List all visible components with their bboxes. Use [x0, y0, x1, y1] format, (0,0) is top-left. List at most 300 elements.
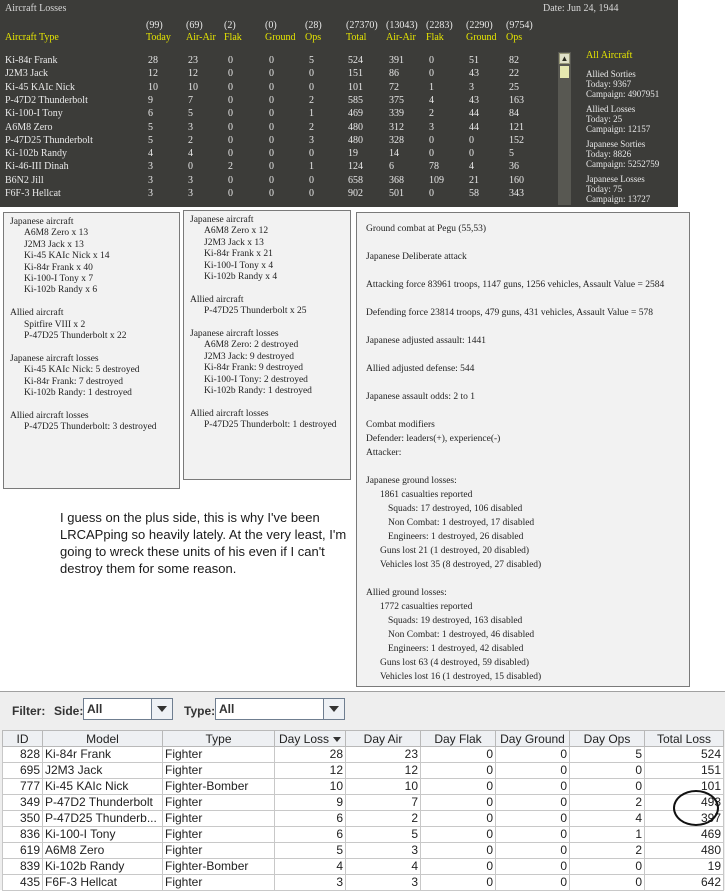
loss-value: 0	[269, 121, 274, 133]
table-cell: 0	[421, 875, 496, 891]
report-line: Attacker:	[366, 448, 402, 458]
table-cell: 0	[496, 843, 570, 859]
report-line: Japanese Deliberate attack	[366, 252, 467, 262]
report-line: Guns lost 21 (1 destroyed, 20 disabled)	[380, 546, 530, 556]
panel-title: Aircraft Losses	[5, 3, 67, 14]
column-header-label: Day Flak	[434, 731, 482, 746]
report-line: Ki-100-I Tony: 2 destroyed	[204, 374, 308, 385]
aircraft-type: Ki-84r Frank	[5, 55, 58, 66]
loss-value: 0	[228, 108, 233, 120]
report-line: Defender: leaders(+), experience(-)	[366, 434, 501, 444]
loss-value: 4	[429, 94, 434, 106]
table-row[interactable]	[3, 827, 724, 843]
table-cell: 397	[645, 811, 724, 827]
sort-desc-icon	[333, 737, 341, 742]
loss-value: 3	[469, 81, 474, 93]
table-row[interactable]	[3, 843, 724, 859]
loss-value: 0	[228, 55, 233, 66]
loss-value: 3	[188, 174, 193, 186]
column-header-label: Day Ground	[500, 731, 565, 746]
column-header[interactable]	[496, 731, 570, 747]
loss-value: 5	[148, 121, 153, 133]
table-cell: 349	[3, 795, 43, 811]
table-cell: 493	[645, 795, 724, 811]
summary-block	[586, 139, 659, 169]
aircraft-loss-row[interactable]	[0, 148, 556, 160]
loss-value: 5	[188, 108, 193, 120]
loss-value: 328	[389, 134, 404, 146]
table-cell: Fighter	[163, 875, 275, 891]
loss-value: 368	[389, 174, 404, 186]
table-cell: 12	[346, 763, 421, 779]
report-line	[366, 460, 689, 474]
aircraft-loss-row[interactable]	[0, 135, 556, 147]
loss-value: 3	[188, 121, 193, 133]
table-cell: 7	[346, 795, 421, 811]
column-header[interactable]	[346, 731, 421, 747]
report-line: J2M3 Jack: 9 destroyed	[204, 351, 294, 362]
loss-value: 1	[309, 161, 314, 173]
report-line	[366, 404, 689, 418]
table-cell: 2	[570, 843, 645, 859]
loss-value: 43	[469, 94, 479, 106]
loss-value: 4	[469, 161, 474, 173]
loss-value: 0	[429, 134, 434, 146]
col-total[interactable]: (27370) Total	[346, 20, 378, 43]
loss-value: 23	[188, 55, 198, 66]
loss-value: 3	[148, 161, 153, 173]
table-cell: 350	[3, 811, 43, 827]
report-line: A6M8 Zero x 13	[24, 228, 89, 239]
chevron-down-icon[interactable]	[151, 699, 172, 719]
table-cell: 0	[421, 843, 496, 859]
table-cell: 5	[570, 747, 645, 763]
report-line: A6M8 Zero x 12	[204, 226, 269, 237]
loss-value: 101	[348, 81, 363, 93]
report-line	[10, 342, 179, 353]
loss-value: 21	[469, 174, 479, 186]
report-line: Squads: 19 destroyed, 163 disabled	[388, 616, 523, 626]
report-line: P-47D25 Thunderbolt: 1 destroyed	[204, 420, 337, 431]
loss-value: 0	[269, 148, 274, 160]
aircraft-type: F6F-3 Hellcat	[5, 188, 61, 199]
loss-value: 2	[228, 161, 233, 173]
column-header-label: ID	[16, 731, 29, 746]
report-line	[366, 376, 689, 390]
col-ground[interactable]: (0) Ground	[265, 20, 296, 43]
report-line: Engineers: 1 destroyed, 26 disabled	[388, 532, 524, 542]
report-line: Allied aircraft losses	[10, 410, 89, 421]
summary-block	[586, 104, 650, 134]
table-cell: Fighter-Bomber	[163, 779, 275, 795]
table-cell: Fighter-Bomber	[163, 859, 275, 875]
column-header[interactable]	[645, 731, 724, 747]
report-line: Attacking force 83961 troops, 1147 guns, 1256 vehicles, Assault Value = 2584	[366, 280, 665, 290]
loss-value: 0	[429, 188, 434, 199]
table-cell: 3	[346, 875, 421, 891]
loss-value: 391	[389, 55, 404, 66]
table-cell: 619	[3, 843, 43, 859]
column-header[interactable]	[163, 731, 275, 747]
table-row[interactable]	[3, 795, 724, 811]
column-header[interactable]	[3, 731, 43, 747]
type-select[interactable]: All	[215, 698, 345, 720]
table-cell: P-47D25 Thunderb...	[43, 811, 163, 827]
aircraft-loss-row[interactable]	[0, 95, 556, 107]
report-line: Ki-84r Frank x 40	[24, 262, 93, 273]
summary-today: Today: 8826	[586, 149, 632, 159]
aircraft-type: P-47D2 Thunderbolt	[5, 94, 88, 106]
aircraft-loss-table-window	[0, 691, 725, 890]
aircraft-type: J2M3 Jack	[5, 68, 49, 80]
loss-value: 0	[309, 81, 314, 93]
table-cell: 10	[275, 779, 346, 795]
aircraft-loss-row[interactable]	[0, 108, 556, 120]
loss-value: 9	[148, 94, 153, 106]
report-line: Ki-102b Randy: 1 destroyed	[24, 388, 132, 399]
report-line: Guns lost 63 (4 destroyed, 59 disabled)	[380, 658, 530, 668]
table-cell: 828	[3, 747, 43, 763]
col-aircraft-type[interactable]: Aircraft Type	[5, 32, 59, 43]
loss-value: 44	[469, 121, 479, 133]
report-line	[366, 572, 689, 586]
loss-value: 480	[348, 121, 363, 133]
aircraft-loss-row[interactable]	[0, 175, 556, 187]
table-cell: 5	[275, 843, 346, 859]
table-cell: 524	[645, 747, 724, 763]
loss-value: 524	[348, 55, 363, 66]
aircraft-type: Ki-102b Randy	[5, 148, 67, 160]
table-cell: 0	[421, 747, 496, 763]
column-header-label: Total Loss	[656, 731, 712, 746]
summary-title: Allied Losses	[586, 104, 636, 114]
table-cell: 0	[570, 875, 645, 891]
loss-value: 0	[228, 134, 233, 146]
loss-value: 0	[228, 174, 233, 186]
report-line	[366, 264, 689, 278]
loss-value: 14	[389, 148, 399, 160]
loss-value: 5	[509, 148, 514, 160]
report-line: Japanese aircraft losses	[10, 353, 99, 364]
loss-value: 82	[509, 55, 519, 66]
aircraft-losses-panel	[0, 0, 678, 207]
losses-table-header	[0, 20, 560, 48]
aircraft-loss-row[interactable]	[0, 55, 556, 67]
loss-value: 2	[188, 134, 193, 146]
report-line: Allied ground losses:	[366, 588, 447, 598]
table-cell: 0	[496, 875, 570, 891]
loss-value: 0	[429, 148, 434, 160]
aircraft-loss-row[interactable]	[0, 82, 556, 94]
table-cell: 1	[570, 827, 645, 843]
loss-value: 0	[269, 68, 274, 80]
loss-value: 0	[469, 134, 474, 146]
loss-value: 0	[228, 148, 233, 160]
report-line	[366, 348, 689, 362]
report-line	[190, 318, 350, 329]
loss-value: 7	[188, 94, 193, 106]
loss-value: 375	[389, 94, 404, 106]
report-line	[366, 320, 689, 334]
loss-value: 121	[509, 121, 524, 133]
loss-value: 36	[509, 161, 519, 173]
table-cell: 0	[421, 795, 496, 811]
loss-value: 10	[148, 81, 158, 93]
table-cell: 0	[496, 859, 570, 875]
loss-value: 28	[148, 55, 158, 66]
aircraft-type: Ki-45 KAIc Nick	[5, 81, 75, 93]
filter-label: Filter:	[12, 704, 46, 718]
column-header-label: Day Ops	[583, 731, 631, 746]
table-cell: A6M8 Zero	[43, 843, 163, 859]
table-cell: Ki-102b Randy	[43, 859, 163, 875]
side-select[interactable]: All	[83, 698, 173, 720]
loss-value: 2	[309, 121, 314, 133]
type-label: Type:	[184, 704, 216, 718]
table-cell: Fighter	[163, 811, 275, 827]
ground-combat-report	[356, 212, 690, 687]
report-line: Ki-45 KAIc Nick: 5 destroyed	[24, 365, 140, 376]
loss-value: 1	[429, 81, 434, 93]
table-cell: 10	[346, 779, 421, 795]
loss-value: 339	[389, 108, 404, 120]
summary-title: Japanese Losses	[586, 174, 645, 184]
table-cell: 0	[570, 859, 645, 875]
table-cell: Fighter	[163, 843, 275, 859]
loss-value: 3	[188, 188, 193, 199]
loss-value: 160	[509, 174, 524, 186]
losses-scrollbar[interactable]	[558, 52, 571, 205]
loss-value: 163	[509, 94, 524, 106]
loss-value: 0	[309, 174, 314, 186]
table-cell: 839	[3, 859, 43, 875]
aircraft-type: Ki-100-I Tony	[5, 108, 63, 120]
col-air-air[interactable]: (69) Air-Air	[186, 20, 216, 43]
report-line: Ki-100-I Tony x 4	[204, 260, 274, 271]
loss-value: 0	[469, 148, 474, 160]
summary-title: Allied Sorties	[586, 69, 636, 79]
loss-value: 124	[348, 161, 363, 173]
table-cell: Fighter	[163, 763, 275, 779]
col-total-air-air[interactable]: (13043) Air-Air	[386, 20, 418, 43]
side-label: Side:	[54, 704, 84, 718]
summary-block	[586, 69, 659, 99]
column-header-label: Type	[205, 731, 232, 746]
loss-value: 12	[188, 68, 198, 80]
loss-value: 0	[228, 94, 233, 106]
table-cell: 4	[275, 859, 346, 875]
col-today[interactable]: (99) Today	[146, 20, 171, 43]
table-cell: 0	[570, 763, 645, 779]
loss-value: 343	[509, 188, 524, 199]
report-line: Japanese aircraft	[10, 217, 74, 227]
aircraft-loss-row[interactable]	[0, 161, 556, 173]
scroll-up-icon[interactable]: ▲	[560, 54, 569, 63]
report-line: Allied aircraft losses	[190, 408, 269, 419]
table-cell: 695	[3, 763, 43, 779]
summary-campaign: Campaign: 4907951	[586, 89, 660, 99]
table-cell: J2M3 Jack	[43, 763, 163, 779]
table-cell: 0	[421, 859, 496, 875]
summary-today: Today: 9367	[586, 79, 632, 89]
table-row[interactable]	[3, 859, 724, 875]
loss-value: 43	[469, 68, 479, 80]
report-line: Vehicles lost 35 (8 destroyed, 27 disabled)	[380, 560, 542, 570]
loss-value: 4	[188, 148, 193, 160]
table-cell: 19	[645, 859, 724, 875]
column-header[interactable]	[275, 731, 346, 747]
loss-value: 51	[469, 55, 479, 66]
table-row[interactable]	[3, 779, 724, 795]
loss-value: 151	[348, 68, 363, 80]
loss-value: 3	[148, 188, 153, 199]
summary-block	[586, 174, 650, 204]
loss-value: 6	[148, 108, 153, 120]
summary-today: Today: 25	[586, 114, 623, 124]
report-line: J2M3 Jack x 13	[24, 239, 84, 250]
aircraft-type: P-47D25 Thunderbolt	[5, 134, 93, 146]
table-cell: 12	[275, 763, 346, 779]
loss-value: 6	[389, 161, 394, 173]
scroll-thumb[interactable]	[560, 66, 569, 78]
loss-value: 72	[389, 81, 399, 93]
report-line: Allied aircraft	[190, 294, 244, 305]
table-cell: 3	[275, 875, 346, 891]
table-cell: 9	[275, 795, 346, 811]
loss-value: 0	[269, 108, 274, 120]
air-combat-report-1	[3, 212, 180, 489]
loss-value: 0	[228, 68, 233, 80]
col-flak[interactable]: (2) Flak	[224, 20, 242, 43]
loss-value: 86	[389, 68, 399, 80]
report-line: 1772 casualties reported	[380, 602, 473, 612]
report-line	[10, 297, 179, 308]
report-line	[190, 283, 350, 294]
table-cell: 469	[645, 827, 724, 843]
loss-value: 0	[269, 161, 274, 173]
column-header[interactable]	[570, 731, 645, 747]
report-line: Japanese assault odds: 2 to 1	[366, 392, 475, 402]
table-cell: 4	[346, 859, 421, 875]
loss-value: 2	[429, 108, 434, 120]
table-cell: Fighter	[163, 827, 275, 843]
loss-value: 12	[148, 68, 158, 80]
loss-value: 3	[309, 134, 314, 146]
loss-value: 2	[309, 94, 314, 106]
report-line: A6M8 Zero: 2 destroyed	[204, 340, 299, 351]
table-cell: 4	[570, 811, 645, 827]
report-line	[366, 292, 689, 306]
all-aircraft-link[interactable]: All Aircraft	[586, 50, 633, 61]
table-cell: 0	[496, 779, 570, 795]
col-total-flak[interactable]: (2283) Flak	[426, 20, 453, 43]
column-header[interactable]	[43, 731, 163, 747]
table-row[interactable]	[3, 811, 724, 827]
column-header-label: Day Loss	[278, 731, 330, 746]
loss-value: 0	[309, 188, 314, 199]
table-row[interactable]	[3, 875, 724, 891]
loss-table	[2, 730, 724, 891]
report-line: P-47D25 Thunderbolt x 25	[204, 306, 307, 317]
loss-value: 0	[309, 148, 314, 160]
report-line: 1861 casualties reported	[380, 490, 473, 500]
aircraft-loss-row[interactable]	[0, 122, 556, 134]
loss-value: 480	[348, 134, 363, 146]
aircraft-type: A6M8 Zero	[5, 121, 53, 133]
report-line: Allied adjusted defense: 544	[366, 364, 475, 374]
report-line	[190, 397, 350, 408]
table-cell: Ki-84r Frank	[43, 747, 163, 763]
report-line: Vehicles lost 16 (1 destroyed, 15 disabled)	[380, 672, 542, 682]
loss-value: 585	[348, 94, 363, 106]
column-header-label: Day Air	[363, 731, 403, 746]
highlight-circle	[673, 790, 719, 826]
loss-value: 501	[389, 188, 404, 199]
loss-value: 152	[509, 134, 524, 146]
table-cell: 642	[645, 875, 724, 891]
loss-value: 5	[309, 55, 314, 66]
loss-value: 19	[348, 148, 358, 160]
loss-value: 22	[509, 68, 519, 80]
table-cell: 6	[275, 811, 346, 827]
report-line: Engineers: 1 destroyed, 42 disabled	[388, 644, 524, 654]
table-cell: 777	[3, 779, 43, 795]
table-cell: 0	[570, 779, 645, 795]
table-cell: 151	[645, 763, 724, 779]
col-total-ops[interactable]: (9754) Ops	[506, 20, 533, 43]
col-ops[interactable]: (28) Ops	[305, 20, 322, 43]
loss-value: 1	[309, 108, 314, 120]
column-header[interactable]	[421, 731, 496, 747]
table-cell: 2	[570, 795, 645, 811]
loss-value: 469	[348, 108, 363, 120]
loss-value: 0	[228, 81, 233, 93]
report-line: Non Combat: 1 destroyed, 46 disabled	[388, 630, 535, 640]
forum-comment: I guess on the plus side, this is why I've been LRCAPping so heavily lately. At the very least, I'm going to wreck these units of his even if I can't destroy them for some reason.	[60, 510, 347, 576]
aircraft-loss-row[interactable]	[0, 68, 556, 80]
aircraft-loss-row[interactable]	[0, 188, 556, 200]
table-cell: 0	[421, 827, 496, 843]
table-cell: 0	[496, 827, 570, 843]
table-row[interactable]	[3, 763, 724, 779]
loss-value: 5	[148, 134, 153, 146]
loss-value: 109	[429, 174, 444, 186]
table-cell: 0	[421, 763, 496, 779]
chevron-down-icon[interactable]	[323, 699, 344, 719]
col-total-ground[interactable]: (2290) Ground	[466, 20, 497, 43]
table-cell: 435	[3, 875, 43, 891]
table-cell: Ki-45 KAIc Nick	[43, 779, 163, 795]
air-combat-report-2	[183, 210, 351, 480]
summary-campaign: Campaign: 13727	[586, 194, 651, 204]
loss-value: 44	[469, 108, 479, 120]
report-line: Ki-102b Randy x 4	[204, 272, 278, 283]
loss-value: 3	[148, 174, 153, 186]
table-cell: 2	[346, 811, 421, 827]
loss-value: 902	[348, 188, 363, 199]
summary-today: Today: 75	[586, 184, 623, 194]
loss-value: 58	[469, 188, 479, 199]
report-line: Ki-102b Randy: 1 destroyed	[204, 386, 312, 397]
report-line: Squads: 17 destroyed, 106 disabled	[388, 504, 523, 514]
table-cell: F6F-3 Hellcat	[43, 875, 163, 891]
report-line: P-47D25 Thunderbolt: 3 destroyed	[24, 422, 157, 433]
table-cell: P-47D2 Thunderbolt	[43, 795, 163, 811]
table-row[interactable]	[3, 747, 724, 763]
loss-value: 25	[509, 81, 519, 93]
column-header-label: Model	[86, 731, 119, 746]
report-line: Ground combat at Pegu (55,53)	[366, 224, 487, 234]
